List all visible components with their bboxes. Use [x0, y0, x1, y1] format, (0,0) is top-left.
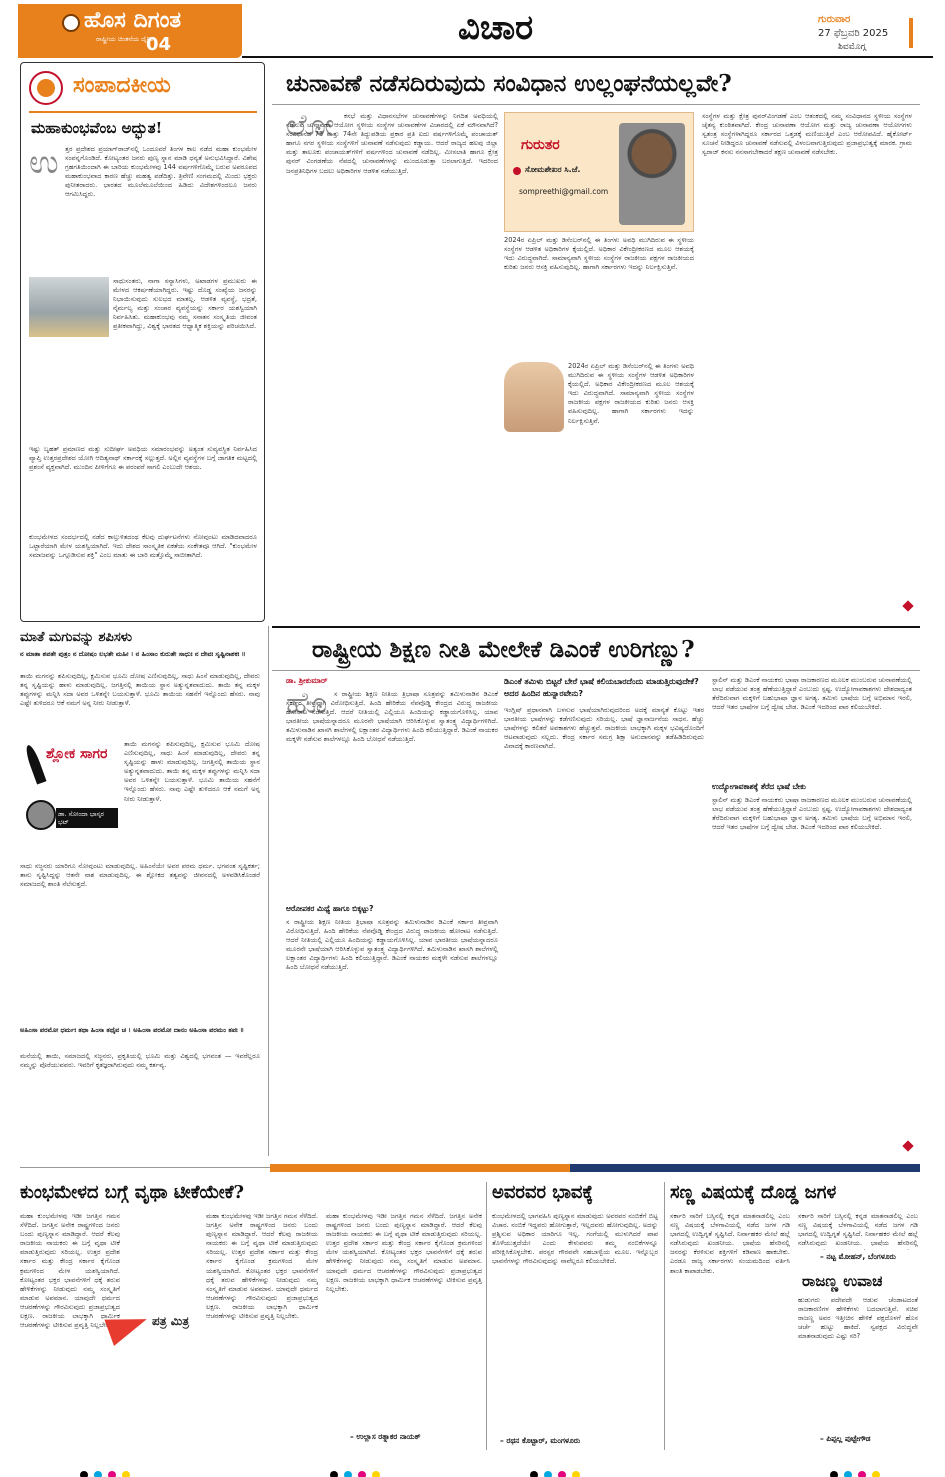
letter-1-body-a: ಮಹಾ ಕುಂಭಮೇಳವು ಇಡೀ ಜಗತ್ತಿನ ಗಮನ ಸೆಳೆದಿದೆ. ಜಗತ್ತಿನ ಅನೇಕ ರಾಷ್ಟ್ರಗಳಿಂದ ಜನರು ಬಂದು ಪುಣ್ಯಸ್ನಾನ ಮಾಡಿದ್ದಾರೆ. ಆದರೆ ಕೆಲವು ರಾಜಕೀಯ ನಾಯಕರು ಈ ಬಗ್ಗೆ ವೃಥಾ ಟೀಕೆ ಮಾಡುತ್ತಿರುವುದು ಸರಿಯಲ್ಲ. ಉತ್ತರ ಪ್ರದೇಶ ಸರ್ಕಾರ ಮತ್ತು ಕೇಂದ್ರ ಸರ್ಕಾರ ಕೈಗೊಂಡ ಕ್ರಮಗಳಿಂದ ಮೇಳ ಯಶಸ್ವಿಯಾಗಿದೆ. ಕೋಟ್ಯಂತರ ಭಕ್ತರ ಭಾವನೆಗಳಿಗೆ ಧಕ್ಕೆ ತರುವ ಹೇಳಿಕೆಗಳನ್ನು ನೀಡುವುದು ನಮ್ಮ ಸಂಸ್ಕೃತಿಗೆ ಮಾಡುವ ಅಪಮಾನ. ಯಾವುದೇ ಧರ್ಮದ ಆಚರಣೆಗಳನ್ನು ಗೌರವಿಸುವುದು ಪ್ರಜಾಪ್ರಭುತ್ವದ ಲಕ್ಷಣ. ರಾಜಕೀಯ ಲಾಭಕ್ಕಾಗಿ ಧಾರ್ಮಿಕ ಆಚರಣೆಗಳನ್ನು ಟೀಕಿಸುವ ಪ್ರವೃತ್ತಿ ನಿಲ್ಲಬೇಕು. [20, 1212, 120, 1330]
letter-1-headline: ಕುಂಭಮೇಳದ ಬಗ್ಗೆ ವೃಥಾ ಟೀಕೆಯೇಕೆ? [20, 1182, 245, 1203]
columnist-email: sompreethi@gmail.com [519, 187, 609, 196]
dot-magenta [358, 1471, 366, 1477]
dot-cyan [544, 1471, 552, 1477]
dot-black [330, 1471, 338, 1477]
nep-dropcap: ಹೊ [286, 686, 328, 721]
columnist-card [504, 112, 694, 232]
editorial-paragraph-3: ಇಷ್ಟು ಬೃಹತ್ ಪ್ರಮಾಣದ ಮತ್ತು ಸುದೀರ್ಘ ಅವಧಿಯ ಸಮಾರಂಭವನ್ನು ಅತ್ಯಂತ ಸುವ್ಯವಸ್ಥಿತ ನಿರ್ವಹಿಸಿದ ವ್ಯಾಪ್ತಿ ಉತ್ತರಪ್ರದೇಶದ ಯೋಗಿ ಆದಿತ್ಯನಾಥ್ ಸರ್ಕಾರಕ್ಕೆ ಸಲ್ಲುತ್ತದೆ. ಅಲ್ಲಿನ ವ್ಯವಸ್ಥೆಗಳ ಬಗ್ಗೆ ಜಾಗತಿಕ ಮಟ್ಟದಲ್ಲಿ ಪ್ರಶಂಸೆ ವ್ಯಕ್ತವಾಗಿದೆ. ಮುಂದಿನ ಪೀಳಿಗೆಗೂ ಈ ಪರಂಪರೆ ಸಾಗಲಿ ಎಂಬುದೇ ಆಶಯ. [29, 445, 257, 472]
dot-yellow [372, 1471, 380, 1477]
letters-divider-1 [486, 1182, 487, 1450]
nep-paragraph-1: ಸ ರಾಷ್ಟ್ರೀಯ ಶಿಕ್ಷಣ ನೀತಿಯ ತ್ರಿಭಾಷಾ ಸೂತ್ರವನ್ನು ತಮಿಳುನಾಡಿನ ಡಿಎಂಕೆ ಸರ್ಕಾರ ತೀವ್ರವಾಗಿ ವಿರೋಧಿಸುತ್ತಿದೆ. ಹಿಂದಿ ಹೇರಿಕೆಯ ನೆಪವೊಡ್ಡಿ ಕೇಂದ್ರದ ವಿರುದ್ಧ ರಾಜಕೀಯ ಹೋರಾಟ ನಡೆಸುತ್ತಿದೆ. ಆದರೆ ನೀತಿಯಲ್ಲಿ ಎಲ್ಲಿಯೂ ಹಿಂದಿಯನ್ನು ಕಡ್ಡಾಯಗೊಳಿಸಿಲ್ಲ. ಯಾವ ಭಾರತೀಯ ಭಾಷೆಯನ್ನಾದರೂ ಮೂರನೇ ಭಾಷೆಯಾಗಿ ಆರಿಸಿಕೊಳ್ಳುವ ಸ್ವಾತಂತ್ರ್ಯ ವಿದ್ಯಾರ್ಥಿಗಳಿಗಿದೆ. ತಮಿಳುನಾಡಿನ ಖಾಸಗಿ ಶಾಲೆಗಳಲ್ಲಿ ಲಕ್ಷಾಂತರ ವಿದ್ಯಾರ್ಥಿಗಳು ಹಿಂದಿ ಕಲಿಯುತ್ತಿದ್ದಾರೆ. ಡಿಎಂಕೆ ನಾಯಕರ ಮಕ್ಕಳೇ ನಡೆಸುವ ಶಾಲೆಗಳಲ್ಲೂ ಹಿಂದಿ ಬೋಧನೆ ನಡೆಯುತ್ತಿದೆ. [286, 690, 498, 744]
nep-headline-rule [272, 670, 920, 671]
section-title: ವಿಚಾರ [458, 8, 534, 48]
dot-magenta [858, 1471, 866, 1477]
letter-3-headline: ಸಣ್ಣ ವಿಷಯಕ್ಕೆ ದೊಡ್ಡ ಜಗಳ [670, 1182, 837, 1203]
page-number: 04 [146, 34, 172, 55]
logo-emblem-icon [62, 14, 80, 32]
voting-finger-illustration [504, 362, 564, 432]
shloka-label: ಶ್ಲೋಕ ಸಾಗರ [46, 746, 108, 762]
editorial-box [20, 62, 265, 622]
dot-cyan [844, 1471, 852, 1477]
nep-subhead-2: ಉದ್ಯೋಗಾವಕಾಶಕ್ಕೆ ತೆರೆದ ಭಾಷೆ ಬೇಕು [712, 782, 806, 791]
nep-top-rule [272, 626, 920, 628]
nep-deck: ಡಿಎಂಕೆ ತಮಿಳು ಬಿಟ್ಟರೆ ಬೇರೆ ಭಾಷೆ ಕಲಿಯಬಾರದೆಂದು ಮಾಡುತ್ತಿರುವುದೇಕೆ? ಅದರ ಹಿಂದಿನ ಹುನ್ನಾರವೇನು? [504, 677, 699, 698]
lead-headline-rule [272, 104, 920, 105]
editorial-paragraph-4: ಕುಂಭಮೇಳದ ಸಂದರ್ಭದಲ್ಲಿ ನಡೆದ ಕಾಲ್ತುಳಿತದಂಥ ಕೆಲವು ದುರ್ಘಟನೆಗಳು ನೋವುಂಟು ಮಾಡಿದವಾದರೂ ಒಟ್ಟಾರೆಯಾಗಿ ಮೇಳ ಯಶಸ್ವಿಯಾಗಿದೆ. ಇದು ದೇಶದ ಸಾಂಸ್ಕೃತಿಕ ಏಕತೆಯ ಸಂಕೇತವೂ ಆಗಿದೆ. "ಕುಂಭಮೇಳ ಸಮಾಜವನ್ನು ಒಗ್ಗೂಡಿಸುವ ಶಕ್ತಿ" ಎಂಬ ಮಾತು ಈ ಬಾರಿ ಮತ್ತೊಮ್ಮೆ ಸಾಬೀತಾಗಿದೆ. [29, 533, 257, 560]
dot-cyan [94, 1471, 102, 1477]
masthead-accent-bar [909, 18, 913, 48]
registration-dots-center [330, 1464, 386, 1477]
editorial-headline: ಮಹಾಕುಂಭವೆಂಬ ಅದ್ಭುತ! [31, 119, 163, 137]
dot-magenta [558, 1471, 566, 1477]
masthead-rule [242, 56, 933, 58]
letter-2-signature: – ರಥನ ಕೊಟ್ಟಾರ್, ಮಂಗಳೂರು [500, 1436, 581, 1445]
columnist-photo [619, 123, 685, 225]
nep-paragraph-3b: ಸ್ಟಾಲಿನ್ ಮತ್ತು ಡಿಎಂಕೆ ನಾಯಕರು ಭಾಷಾ ರಾಜಕಾರಣದ ಮೂಲಕ ಮುಂಬರುವ ಚುನಾವಣೆಯಲ್ಲಿ ಲಾಭ ಪಡೆಯುವ ತಂತ್ರ ಹೆಣೆಯುತ್ತಿದ್ದಾರೆ ಎಂಬುದು ಸ್ಪಷ್ಟ. ಉದ್ಯೋಗಾವಕಾಶಗಳು ದೇಶದಾದ್ಯಂತ ತೆರೆದಿರುವಾಗ ಮಕ್ಕಳಿಗೆ ಬಹುಭಾಷಾ ಜ್ಞಾನ ಅಗತ್ಯ. ತಮಿಳು ಭಾಷೆಯ ಬಗ್ಗೆ ಅಭಿಮಾನ ಇರಲಿ, ಆದರೆ ಇತರ ಭಾಷೆಗಳ ಬಗ್ಗೆ ದ್ವೇಷ ಬೇಡ. ಡಿಎಂಕೆ ಇದರಿಂದ ಪಾಠ ಕಲಿಯಬೇಕಿದೆ. [712, 796, 912, 832]
editorial-emblem-inner [37, 79, 55, 97]
masthead [18, 4, 933, 58]
nep-author: ಡಾ. ಶ್ರೀಕುಮಾರ್ [286, 676, 328, 685]
columnist-author: ಸೋಮಶೇಖರ ಸಿ.ಜೆ. [525, 165, 581, 174]
lead-paragraph-1: ಕಸಭೆ ಮತ್ತು ವಿಧಾನಸಭೆಗಳ ಚುನಾವಣೆಗಳನ್ನು ನಿಗದಿತ ಅವಧಿಯಲ್ಲಿ ನಡೆಸುವ ಚುನಾವಣಾ ಆಯೋಗ ಸ್ಥಳೀಯ ಸಂಸ್ಥೆಗಳ ಚುನಾವಣೆಗಳ ವಿಚಾರದಲ್ಲಿ ಏಕೆ ಮೌನವಾಗಿದೆ? ಸಂವಿಧಾನದ 73 ಮತ್ತು 74ನೇ ತಿದ್ದುಪಡಿಯ ಪ್ರಕಾರ ಪ್ರತಿ ಐದು ವರ್ಷಗಳಿಗೊಮ್ಮೆ ಪಂಚಾಯತ್ ಹಾಗೂ ನಗರ ಸ್ಥಳೀಯ ಸಂಸ್ಥೆಗಳಿಗೆ ಚುನಾವಣೆ ನಡೆಸುವುದು ಕಡ್ಡಾಯ. ಆದರೆ ರಾಜ್ಯದ ಹಲವು ಜಿಲ್ಲಾ ಮತ್ತು ತಾಲೂಕು ಪಂಚಾಯತ್‌ಗಳಿಗೆ ವರ್ಷಗಳಿಂದ ಚುನಾವಣೆ ನಡೆದಿಲ್ಲ. ಮೀಸಲಾತಿ ಹಾಗೂ ಕ್ಷೇತ್ರ ಪುನರ್ ವಿಂಗಡಣೆಯ ನೆಪದಲ್ಲಿ ಚುನಾವಣೆಗಳನ್ನು ಮುಂದೂಡುತ್ತಾ ಬರಲಾಗುತ್ತಿದೆ. ಇದರಿಂದ ಜನಪ್ರತಿನಿಧಿಗಳ ಬದಲು ಅಧಿಕಾರಿಗಳ ಆಡಳಿತ ನಡೆಯುತ್ತಿದೆ. [286, 112, 498, 175]
dot-magenta [108, 1471, 116, 1477]
editorial-photo [29, 277, 109, 337]
registration-dots-mid [530, 1464, 586, 1477]
proverb-lead: ನ ಮಾತಾ ಶಪತೇ ಪುತ್ರಂ ನ ದೋಷಂ ಲಭತೇ ಮಹೀ । ನ ಹಿಂಸಾಂ ಕುರುತೇ ಸಾಧುಃ ನ ದೇವಃ ಸೃಷ್ಟಿನಾಶಕಃ ॥ [20, 650, 246, 658]
letter-2-headline: ಅವರವರ ಭಾವಕ್ಕೆ [492, 1182, 594, 1203]
editorial-paragraph-2: ಸಾಧುಸಂತರು, ನಾಗಾ ಸನ್ಯಾಸಿಗಳು, ಅಖಾಡಗಳ ಪ್ರಮುಖರು ಈ ಮೇಳದ ಆಕರ್ಷಣೆಯಾಗಿದ್ದರು. ಇಷ್ಟು ದೊಡ್ಡ ಸಂಖ್ಯೆಯ ಜನರನ್ನು ನಿಭಾಯಿಸುವುದು ಸುಲಭದ ಮಾತಲ್ಲ. ಆಡಳಿತ ವ್ಯವಸ್ಥೆ, ಭದ್ರತೆ, ನೈರ್ಮಲ್ಯ ಮತ್ತು ಸಂಚಾರ ವ್ಯವಸ್ಥೆಯನ್ನು ಸರ್ಕಾರ ಯಶಸ್ವಿಯಾಗಿ ನಿರ್ವಹಿಸಿತು. ಮಹಾಕುಂಭವು ನಮ್ಮ ಸನಾತನ ಸಂಸ್ಕೃತಿಯ ಜೀವಂತ ಪ್ರತೀಕವಾಗಿದ್ದು, ವಿಶ್ವಕ್ಕೆ ಭಾರತದ ಆಧ್ಯಾತ್ಮಿಕ ಶಕ್ತಿಯನ್ನು ಪರಿಚಯಿಸಿದೆ. [113, 277, 257, 331]
logo-block [18, 4, 242, 58]
columnist-pen-icon [513, 167, 521, 175]
patra-mitra-badge [108, 1298, 198, 1362]
dot-black [80, 1471, 88, 1477]
letter-1-body-c: ಮಹಾ ಕುಂಭಮೇಳವು ಇಡೀ ಜಗತ್ತಿನ ಗಮನ ಸೆಳೆದಿದೆ. ಜಗತ್ತಿನ ಅನೇಕ ರಾಷ್ಟ್ರಗಳಿಂದ ಜನರು ಬಂದು ಪುಣ್ಯಸ್ನಾನ ಮಾಡಿದ್ದಾರೆ. ಆದರೆ ಕೆಲವು ರಾಜಕೀಯ ನಾಯಕರು ಈ ಬಗ್ಗೆ ವೃಥಾ ಟೀಕೆ ಮಾಡುತ್ತಿರುವುದು ಸರಿಯಲ್ಲ. ಉತ್ತರ ಪ್ರದೇಶ ಸರ್ಕಾರ ಮತ್ತು ಕೇಂದ್ರ ಸರ್ಕಾರ ಕೈಗೊಂಡ ಕ್ರಮಗಳಿಂದ ಮೇಳ ಯಶಸ್ವಿಯಾಗಿದೆ. ಕೋಟ್ಯಂತರ ಭಕ್ತರ ಭಾವನೆಗಳಿಗೆ ಧಕ್ಕೆ ತರುವ ಹೇಳಿಕೆಗಳನ್ನು ನೀಡುವುದು ನಮ್ಮ ಸಂಸ್ಕೃತಿಗೆ ಮಾಡುವ ಅಪಮಾನ. ಯಾವುದೇ ಧರ್ಮದ ಆಚರಣೆಗಳನ್ನು ಗೌರವಿಸುವುದು ಪ್ರಜಾಪ್ರಭುತ್ವದ ಲಕ್ಷಣ. ರಾಜಕೀಯ ಲಾಭಕ್ಕಾಗಿ ಧಾರ್ಮಿಕ ಆಚರಣೆಗಳನ್ನು ಟೀಕಿಸುವ ಪ್ರವೃತ್ತಿ ನಿಲ್ಲಬೇಕು. [326, 1212, 482, 1293]
proverb-paragraph-1b: ತಾಯಿ ಮಗನನ್ನು ಶಪಿಸುವುದಿಲ್ಲ, ಕ್ಷಮಿಸುವ ಭೂಮಿ ದೋಷ ಎಣಿಸುವುದಿಲ್ಲ, ಸಾಧು ಹಿಂಸೆ ಮಾಡುವುದಿಲ್ಲ, ದೇವರು ತನ್ನ ಸೃಷ್ಟಿಯನ್ನು ಹಾಳು ಮಾಡುವುದಿಲ್ಲ. ಜಗತ್ತಿನಲ್ಲಿ ತಾಯಿಯ ಸ್ಥಾನ ಅತ್ಯುನ್ನತವಾದುದು. ತಾಯಿ ತನ್ನ ಮಕ್ಕಳ ತಪ್ಪುಗಳನ್ನು ಮನ್ನಿಸಿ ಸದಾ ಅವರ ಒಳಿತನ್ನೇ ಬಯಸುತ್ತಾಳೆ. ಭೂಮಿ ತಾಯಿಯ ಸಹನೆಗೆ ಇನ್ನೊಂದು ಹೆಸರು. ನಾವು ಎಷ್ಟೇ ತುಳಿದರೂ ಆಕೆ ನಮಗೆ ಅನ್ನ ನೀರು ನೀಡುತ್ತಾಳೆ. [124, 740, 260, 803]
letter-3-body-a: ಸರ್ಕಾರಿ ಸಾರಿಗೆ ಬಸ್ಸಿನಲ್ಲಿ ಕನ್ನಡ ಮಾತನಾಡಲಿಲ್ಲ ಎಂಬ ಸಣ್ಣ ವಿಷಯಕ್ಕೆ ಬೆಳಗಾವಿಯಲ್ಲಿ ನಡೆದ ಜಗಳ ಗಡಿ ಭಾಗದಲ್ಲಿ ಉದ್ವಿಗ್ನತೆ ಸೃಷ್ಟಿಸಿದೆ. ನಿರ್ವಾಹಕರ ಮೇಲೆ ಹಲ್ಲೆ ನಡೆಸಿರುವುದು ಖಂಡನೀಯ. ಭಾಷೆಯ ಹೆಸರಿನಲ್ಲಿ ಜನರನ್ನು ಕೆರಳಿಸುವ ಶಕ್ತಿಗಳಿಗೆ ಕಡಿವಾಣ ಹಾಕಬೇಕು. ಎರಡೂ ರಾಜ್ಯ ಸರ್ಕಾರಗಳು ಸಂಯಮದಿಂದ ವರ್ತಿಸಿ ಶಾಂತಿ ಕಾಪಾಡಬೇಕು. [670, 1212, 790, 1275]
dot-yellow [122, 1471, 130, 1477]
letter-3-body-b: ಸರ್ಕಾರಿ ಸಾರಿಗೆ ಬಸ್ಸಿನಲ್ಲಿ ಕನ್ನಡ ಮಾತನಾಡಲಿಲ್ಲ ಎಂಬ ಸಣ್ಣ ವಿಷಯಕ್ಕೆ ಬೆಳಗಾವಿಯಲ್ಲಿ ನಡೆದ ಜಗಳ ಗಡಿ ಭಾಗದಲ್ಲಿ ಉದ್ವಿಗ್ನತೆ ಸೃಷ್ಟಿಸಿದೆ. ನಿರ್ವಾಹಕರ ಮೇಲೆ ಹಲ್ಲೆ ನಡೆಸಿರುವುದು ಖಂಡನೀಯ. ಭಾಷೆಯ ಹೆಸರಿನಲ್ಲಿ [798, 1212, 918, 1248]
strip-orange [270, 1164, 570, 1172]
column-divider [268, 626, 269, 1156]
letter-4-headline: ರಾಜಣ್ಣ ಉವಾಚ [802, 1272, 883, 1290]
editorial-label: ಸಂಪಾದಕೀಯ [73, 73, 171, 98]
lead-paragraph-2b: 2024ರ ಏಪ್ರಿಲ್ ಮತ್ತು ಡಿಸೆಂಬರ್‌ನಲ್ಲಿ ಈ ತಿಂಗಳು ಅವಧಿ ಮುಗಿದಿರುವ ಈ ಸ್ಥಳೀಯ ಸಂಸ್ಥೆಗಳ ಆಡಳಿತ ಅಧಿಕಾರಿಗಳ ಕೈಯಲ್ಲಿದೆ. ಅಧಿಕಾರ ವಿಕೇಂದ್ರೀಕರಣದ ಮೂಲ ಆಶಯಕ್ಕೆ ಇದು ವಿರುದ್ಧವಾಗಿದೆ. ಸಾಮಾನ್ಯವಾಗಿ ಸ್ಥಳೀಯ ಸಂಸ್ಥೆಗಳ ರಾಜಕೀಯ ಪಕ್ಷಗಳ ರಾಜಕೀಯದ ಕುರಿತು ಜನರು ಆಸಕ್ತಿ ವಹಿಸುವುದಿಲ್ಲ. ಹಾಗಾಗಿ ಸರ್ಕಾರಗಳು ಇದನ್ನು ನಿರ್ಲಕ್ಷಿಸುತ್ತಿವೆ. [568, 362, 694, 425]
logo-tagline: ರಾಷ್ಟ್ರೀಯ ಚಿಂತನೆಯ ದೈನಿಕ [96, 35, 154, 43]
nep-headline: ರಾಷ್ಟ್ರೀಯ ಶಿಕ್ಷಣ ನೀತಿ ಮೇಲೇಕೆ ಡಿಎಂಕೆ ಉರಿಗಣ್ಣು? [312, 636, 695, 663]
strip-navy [570, 1164, 920, 1172]
editorial-paragraph-1: ತ್ತರ ಪ್ರದೇಶದ ಪ್ರಯಾಗ್‌ರಾಜ್‌ನಲ್ಲಿ ಒಂದೂವರೆ ತಿಂಗಳ ಕಾಲ ನಡೆದ ಮಹಾ ಕುಂಭಮೇಳ ಸಂಪನ್ನಗೊಂಡಿದೆ. ಕೋಟ್ಯಂತರ ಜನರು ಪುಣ್ಯ ಸ್ನಾನ ಮಾಡಿ ಧನ್ಯತೆ ಅನುಭವಿಸಿದ್ದಾರೆ. ವಿಶೇಷ ಗ್ರಹಗತಿಯಿಂದಾಗಿ ಈ ಬಾರಿಯ ಕುಂಭಮೇಳವು 144 ವರ್ಷಗಳಿಗೊಮ್ಮೆ ಬರುವ ಅಪರೂಪದ ಮಹಾಕುಂಭವಾದ ಕಾರಣ ಹೆಚ್ಚು ಮಹತ್ವ ಪಡೆದಿತ್ತು. ತ್ರಿವೇಣಿ ಸಂಗಮದಲ್ಲಿ ಮಿಂದು ಭಕ್ತರು ಪುನೀತರಾದರು. ಭಾರತದ ಮೂಲೆಮೂಲೆಯಿಂದ ಹಿಡಿದು ವಿದೇಶಗಳಿಂದಲೂ ಜನರು ಆಗಮಿಸಿದ್ದರು. [65, 145, 257, 199]
nep-paragraph-1b: ಸ ರಾಷ್ಟ್ರೀಯ ಶಿಕ್ಷಣ ನೀತಿಯ ತ್ರಿಭಾಷಾ ಸೂತ್ರವನ್ನು ತಮಿಳುನಾಡಿನ ಡಿಎಂಕೆ ಸರ್ಕಾರ ತೀವ್ರವಾಗಿ ವಿರೋಧಿಸುತ್ತಿದೆ. ಹಿಂದಿ ಹೇರಿಕೆಯ ನೆಪವೊಡ್ಡಿ ಕೇಂದ್ರದ ವಿರುದ್ಧ ರಾಜಕೀಯ ಹೋರಾಟ ನಡೆಸುತ್ತಿದೆ. ಆದರೆ ನೀತಿಯಲ್ಲಿ ಎಲ್ಲಿಯೂ ಹಿಂದಿಯನ್ನು ಕಡ್ಡಾಯಗೊಳಿಸಿಲ್ಲ. ಯಾವ ಭಾರತೀಯ ಭಾಷೆಯನ್ನಾದರೂ ಮೂರನೇ ಭಾಷೆಯಾಗಿ ಆರಿಸಿಕೊಳ್ಳುವ ಸ್ವಾತಂತ್ರ್ಯ ವಿದ್ಯಾರ್ಥಿಗಳಿಗಿದೆ. ತಮಿಳುನಾಡಿನ ಖಾಸಗಿ ಶಾಲೆಗಳಲ್ಲಿ ಲಕ್ಷಾಂತರ ವಿದ್ಯಾರ್ಥಿಗಳು ಹಿಂದಿ ಕಲಿಯುತ್ತಿದ್ದಾರೆ. ಡಿಎಂಕೆ ನಾಯಕರ ಮಕ್ಕಳೇ ನಡೆಸುವ ಶಾಲೆಗಳಲ್ಲೂ ಹಿಂದಿ ಬೋಧನೆ ನಡೆಯುತ್ತಿದೆ. [286, 918, 498, 972]
proverb-author-photo [26, 800, 56, 830]
letter-3-signature: – ನಟ್ಟ ಮೋಹನ್, ಬೆಂಗಳೂರು [820, 1252, 896, 1261]
dot-yellow [872, 1471, 880, 1477]
proverb-quote: ಅಹಿಂಸಾ ಪರಮೋ ಧರ್ಮಃ ತಥಾ ಹಿಂಸಾ ತಥೈವ ಚ । ಅಹಿಂಸಾ ಪರಮೋ ದಾನಂ ಅಹಿಂಸಾ ಪರಮಂ ತಪಃ ॥ [20, 1026, 245, 1034]
letter-4-signature: – ಪಿಪ್ಪಲ್ಲ ಪುಟ್ಟೇಗೌಡ [820, 1434, 871, 1443]
dot-yellow [572, 1471, 580, 1477]
letter-1-signature: – ಉಲ್ಲಾಸ ರತ್ನಾಕರ ನಾಯಕ್ [350, 1432, 421, 1441]
letter-2-body: ಕುಂಭಮೇಳದಲ್ಲಿ ಭಾಗವಹಿಸಿ ಪುಣ್ಯಸ್ನಾನ ಮಾಡುವುದು ಅವರವರ ನಂಬಿಕೆಗೆ ಬಿಟ್ಟ ವಿಚಾರ. ನಂಬಿಕೆ ಇದ್ದವರು ಹೋಗುತ್ತಾರೆ, ಇಲ್ಲದವರು ಹೋಗುವುದಿಲ್ಲ. ಅದನ್ನು ಪ್ರಶ್ನಿಸುವ ಅಧಿಕಾರ ಯಾರಿಗೂ ಇಲ್ಲ. ಗಂಗೆಯಲ್ಲಿ ಮುಳುಗಿದರೆ ಪಾಪ ತೊಳೆಯುತ್ತದೆಯೇ ಎಂದು ಕೇಳುವವರು ತಮ್ಮ ನಂಬಿಕೆಗಳನ್ನೂ ಪರೀಕ್ಷಿಸಿಕೊಳ್ಳಬೇಕು. ಪರಸ್ಪರ ಗೌರವವೇ ಸಹಬಾಳ್ವೆಯ ಮೂಲ. ಇನ್ನೊಬ್ಬರ ಭಾವನೆಗಳನ್ನು ಗೌರವಿಸುವುದನ್ನು ನಾವೆಲ್ಲರೂ ಕಲಿಯಬೇಕಿದೆ. [492, 1212, 658, 1266]
proverb-paragraph-3: ಮನೆಯಲ್ಲಿ ತಾಯಿ, ಸಮಾಜದಲ್ಲಿ ಸಜ್ಜನರು, ಪ್ರಕೃತಿಯಲ್ಲಿ ಭೂಮಿ ಮತ್ತು ವಿಶ್ವದಲ್ಲಿ ಭಗವಂತ — ಇವರೆಲ್ಲರೂ ನಮ್ಮನ್ನು ಪೊರೆಯುವವರು. ಇವರಿಗೆ ಕೃತಜ್ಞರಾಗಿರುವುದು ನಮ್ಮ ಕರ್ತವ್ಯ. [20, 1052, 260, 1070]
lead-paragraph-3: ಸಂಸ್ಥೆಗಳ ಮತ್ತು ಕ್ಷೇತ್ರ ಪುನರ್‌ವಿಂಗಡಣೆ ಎಂಬ ಆತಂಕದಲ್ಲಿ ನಮ್ಮ ಸಂವಿಧಾನದ ಸ್ಥಳೀಯ ಸಂಸ್ಥೆಗಳ ಚೈತನ್ಯ ಕುಂಠಿತವಾಗಿದೆ. ಕೇಂದ್ರ ಚುನಾವಣಾ ಆಯೋಗ ಮತ್ತು ರಾಜ್ಯ ಚುನಾವಣಾ ಆಯೋಗಗಳು ಸ್ವತಂತ್ರ ಸಂಸ್ಥೆಗಳಾಗಿದ್ದರೂ ಸರ್ಕಾರದ ಒತ್ತಡಕ್ಕೆ ಮಣಿಯುತ್ತಿವೆ ಎಂಬ ಆರೋಪವಿದೆ. ಹೈಕೋರ್ಟ್ ಸೂಚನೆ ನೀಡಿದ್ದರೂ ಚುನಾವಣೆ ನಡೆಸುವಲ್ಲಿ ವಿಳಂಬವಾಗುತ್ತಿರುವುದು ಪ್ರಜಾಪ್ರಭುತ್ವಕ್ಕೆ ಮಾರಕ. ಗ್ರಾಮ ಸ್ವರಾಜ್ ಕನಸು ನನಸಾಗಬೇಕಾದರೆ ತಕ್ಷಣ ಚುನಾವಣೆ ನಡೆಸಬೇಕು. [702, 112, 912, 157]
masthead-day: ಗುರುವಾರ [818, 14, 851, 25]
lead-headline: ಚುನಾವಣೆ ನಡೆಸದಿರುವುದು ಸಂವಿಧಾನ ಉಲ್ಲಂಘನೆಯಲ್ಲವೇ? [286, 70, 732, 97]
nep-paragraph-2: ಇಂಗ್ಲಿಷ್ ಪ್ರಧಾನವಾಗಿ ಬಳಸುವ ಭಾಷೆಯಾಗಿರುವುದರಿಂದ ಅದಕ್ಕೆ ಮಾನ್ಯತೆ ಕೊಟ್ಟು ಇತರ ಭಾರತೀಯ ಭಾಷೆಗಳನ್ನು ಕಡೆಗಣಿಸುವುದು ಸರಿಯಲ್ಲ. ಭಾಷೆ ಜ್ಞಾನಾರ್ಜನೆಯ ಸಾಧನ. ಹೆಚ್ಚು ಭಾಷೆಗಳನ್ನು ಕಲಿತರೆ ಅವಕಾಶಗಳು ಹೆಚ್ಚುತ್ತವೆ. ರಾಜಕೀಯ ಲಾಭಕ್ಕಾಗಿ ಮಕ್ಕಳ ಭವಿಷ್ಯದೊಂದಿಗೆ ಆಟವಾಡುವುದು ಸಲ್ಲದು. ಕೇಂದ್ರ ಸರ್ಕಾರ ಸಮಗ್ರ ಶಿಕ್ಷಾ ಅನುದಾನವನ್ನು ತಡೆಹಿಡಿದಿರುವುದು ವಿವಾದಕ್ಕೆ ಕಾರಣವಾಗಿದೆ. [504, 706, 704, 751]
dot-cyan [344, 1471, 352, 1477]
proverb-headline: ಮಾತೆ ಮಗುವನ್ನು ಶಪಿಸಳು [20, 630, 132, 645]
nep-paragraph-3a: ಸ್ಟಾಲಿನ್ ಮತ್ತು ಡಿಎಂಕೆ ನಾಯಕರು ಭಾಷಾ ರಾಜಕಾರಣದ ಮೂಲಕ ಮುಂಬರುವ ಚುನಾವಣೆಯಲ್ಲಿ ಲಾಭ ಪಡೆಯುವ ತಂತ್ರ ಹೆಣೆಯುತ್ತಿದ್ದಾರೆ ಎಂಬುದು ಸ್ಪಷ್ಟ. ಉದ್ಯೋಗಾವಕಾಶಗಳು ದೇಶದಾದ್ಯಂತ ತೆರೆದಿರುವಾಗ ಮಕ್ಕಳಿಗೆ ಬಹುಭಾಷಾ ಜ್ಞಾನ ಅಗತ್ಯ. ತಮಿಳು ಭಾಷೆಯ ಬಗ್ಗೆ ಅಭಿಮಾನ ಇರಲಿ, ಆದರೆ ಇತರ ಭಾಷೆಗಳ ಬಗ್ಗೆ ದ್ವೇಷ ಬೇಡ. ಡಿಎಂಕೆ ಇದರಿಂದ ಪಾಠ ಕಲಿಯಬೇಕಿದೆ. [712, 676, 912, 712]
strip-grey [20, 1167, 270, 1168]
masthead-city: ಶಿವಮೊಗ್ಗ [838, 42, 866, 52]
proverb-paragraph-1a: ತಾಯಿ ಮಗನನ್ನು ಶಪಿಸುವುದಿಲ್ಲ, ಕ್ಷಮಿಸುವ ಭೂಮಿ ದೋಷ ಎಣಿಸುವುದಿಲ್ಲ, ಸಾಧು ಹಿಂಸೆ ಮಾಡುವುದಿಲ್ಲ, ದೇವರು ತನ್ನ ಸೃಷ್ಟಿಯನ್ನು ಹಾಳು ಮಾಡುವುದಿಲ್ಲ. ಜಗತ್ತಿನಲ್ಲಿ ತಾಯಿಯ ಸ್ಥಾನ ಅತ್ಯುನ್ನತವಾದುದು. ತಾಯಿ ತನ್ನ ಮಕ್ಕಳ ತಪ್ಪುಗಳನ್ನು ಮನ್ನಿಸಿ ಸದಾ ಅವರ ಒಳಿತನ್ನೇ ಬಯಸುತ್ತಾಳೆ. ಭೂಮಿ ತಾಯಿಯ ಸಹನೆಗೆ ಇನ್ನೊಂದು ಹೆಸರು. ನಾವು ಎಷ್ಟೇ ತುಳಿದರೂ ಆಕೆ ನಮಗೆ ಅನ್ನ ನೀರು ನೀಡುತ್ತಾಳೆ. [20, 672, 260, 708]
logo-text: ಹೊಸ ದಿಗಂತ [84, 8, 182, 33]
dot-black [530, 1471, 538, 1477]
letter-4-body: ಹುಡುಗರು ಪದೇಪದೇ ಆಡುವ ಚೆಂಡಾಟದಂತೆ ರಾಜಕಾರಣಿಗಳ ಹೇಳಿಕೆಗಳು ಬದಲಾಗುತ್ತಿವೆ. ಸಚಿವ ರಾಜಣ್ಣ ಅವರ ಇತ್ತೀಚಿನ ಹೇಳಿಕೆ ಪಕ್ಷದೊಳಗೆ ಹೊಸ ಚರ್ಚೆ ಹುಟ್ಟು ಹಾಕಿದೆ. ಸ್ವಪಕ್ಷದ ವಿರುದ್ಧವೇ ಮಾತನಾಡುವುದು ಎಷ್ಟು ಸರಿ? [798, 1296, 918, 1341]
lead-article [272, 62, 920, 622]
masthead-date: 27 ಫೆಬ್ರವರಿ 2025 [818, 28, 889, 39]
proverb-column [20, 626, 265, 1158]
registration-dots-left [80, 1464, 136, 1477]
editorial-label-rule [29, 111, 257, 113]
proverb-author: ಡಾ. ಸೋಂದಾ ಭಾಸ್ಕರ ಭಟ್ [56, 808, 118, 828]
paper-plane-icon [104, 1306, 151, 1346]
registration-dots-right [830, 1464, 886, 1477]
letter-1-body-b: ಮಹಾ ಕುಂಭಮೇಳವು ಇಡೀ ಜಗತ್ತಿನ ಗಮನ ಸೆಳೆದಿದೆ. ಜಗತ್ತಿನ ಅನೇಕ ರಾಷ್ಟ್ರಗಳಿಂದ ಜನರು ಬಂದು ಪುಣ್ಯಸ್ನಾನ ಮಾಡಿದ್ದಾರೆ. ಆದರೆ ಕೆಲವು ರಾಜಕೀಯ ನಾಯಕರು ಈ ಬಗ್ಗೆ ವೃಥಾ ಟೀಕೆ ಮಾಡುತ್ತಿರುವುದು ಸರಿಯಲ್ಲ. ಉತ್ತರ ಪ್ರದೇಶ ಸರ್ಕಾರ ಮತ್ತು ಕೇಂದ್ರ ಸರ್ಕಾರ ಕೈಗೊಂಡ ಕ್ರಮಗಳಿಂದ ಮೇಳ ಯಶಸ್ವಿಯಾಗಿದೆ. ಕೋಟ್ಯಂತರ ಭಕ್ತರ ಭಾವನೆಗಳಿಗೆ ಧಕ್ಕೆ ತರುವ ಹೇಳಿಕೆಗಳನ್ನು ನೀಡುವುದು ನಮ್ಮ ಸಂಸ್ಕೃತಿಗೆ ಮಾಡುವ ಅಪಮಾನ. ಯಾವುದೇ ಧರ್ಮದ ಆಚರಣೆಗಳನ್ನು ಗೌರವಿಸುವುದು ಪ್ರಜಾಪ್ರಭುತ್ವದ ಲಕ್ಷಣ. ರಾಜಕೀಯ ಲಾಭಕ್ಕಾಗಿ ಧಾರ್ಮಿಕ ಆಚರಣೆಗಳನ್ನು ಟೀಕಿಸುವ ಪ್ರವೃತ್ತಿ ನಿಲ್ಲಬೇಕು. [206, 1212, 318, 1321]
editorial-dropcap: ಉ [29, 143, 59, 181]
lead-dropcap: ಲೋ [286, 108, 335, 143]
dot-black [830, 1471, 838, 1477]
column-name: ಗುರುತರ [521, 137, 560, 153]
shloka-badge [20, 740, 120, 858]
letters-section [20, 1178, 920, 1454]
nep-article [272, 626, 920, 1158]
patra-mitra-label: ಪತ್ರ ಮಿತ್ರ [152, 1314, 190, 1328]
nep-subhead-1: ಆರೋಪಕರ ಮಿಥ್ಯೆ ಹಾಗೂ ಬಿಕ್ಕಟ್ಟು? [286, 904, 374, 913]
quill-icon [23, 743, 46, 784]
lead-paragraph-2: 2024ರ ಏಪ್ರಿಲ್ ಮತ್ತು ಡಿಸೆಂಬರ್‌ನಲ್ಲಿ ಈ ತಿಂಗಳು ಅವಧಿ ಮುಗಿದಿರುವ ಈ ಸ್ಥಳೀಯ ಸಂಸ್ಥೆಗಳ ಆಡಳಿತ ಅಧಿಕಾರಿಗಳ ಕೈಯಲ್ಲಿದೆ. ಅಧಿಕಾರ ವಿಕೇಂದ್ರೀಕರಣದ ಮೂಲ ಆಶಯಕ್ಕೆ ಇದು ವಿರುದ್ಧವಾಗಿದೆ. ಸಾಮಾನ್ಯವಾಗಿ ಸ್ಥಳೀಯ ಸಂಸ್ಥೆಗಳ ರಾಜಕೀಯ ಪಕ್ಷಗಳ ರಾಜಕೀಯದ ಕುರಿತು ಜನರು ಆಸಕ್ತಿ ವಹಿಸುವುದಿಲ್ಲ. ಹಾಗಾಗಿ ಸರ್ಕಾರಗಳು ಇದನ್ನು ನಿರ್ಲಕ್ಷಿಸುತ್ತಿವೆ. [504, 236, 694, 272]
proverb-paragraph-2: ಸಾಧು ಸಜ್ಜನರು ಯಾರಿಗೂ ನೋವುಂಟು ಮಾಡುವುದಿಲ್ಲ. ಅಹಿಂಸೆಯೇ ಅವರ ಪರಮ ಧರ್ಮ. ಭಗವಂತ ಸೃಷ್ಟಿಕರ್ತ; ತಾನು ಸೃಷ್ಟಿಸಿದ್ದನ್ನು ಆತನೇ ನಾಶ ಮಾಡುವುದಿಲ್ಲ. ಈ ಶ್ಲೋಕದ ತತ್ವವನ್ನು ಜೀವನದಲ್ಲಿ ಅಳವಡಿಸಿಕೊಂಡರೆ ಸಮಾಜದಲ್ಲಿ ಶಾಂತಿ ನೆಲೆಸುತ್ತದೆ. [20, 862, 260, 889]
section-color-strip [20, 1164, 920, 1172]
letters-divider-2 [664, 1182, 665, 1450]
